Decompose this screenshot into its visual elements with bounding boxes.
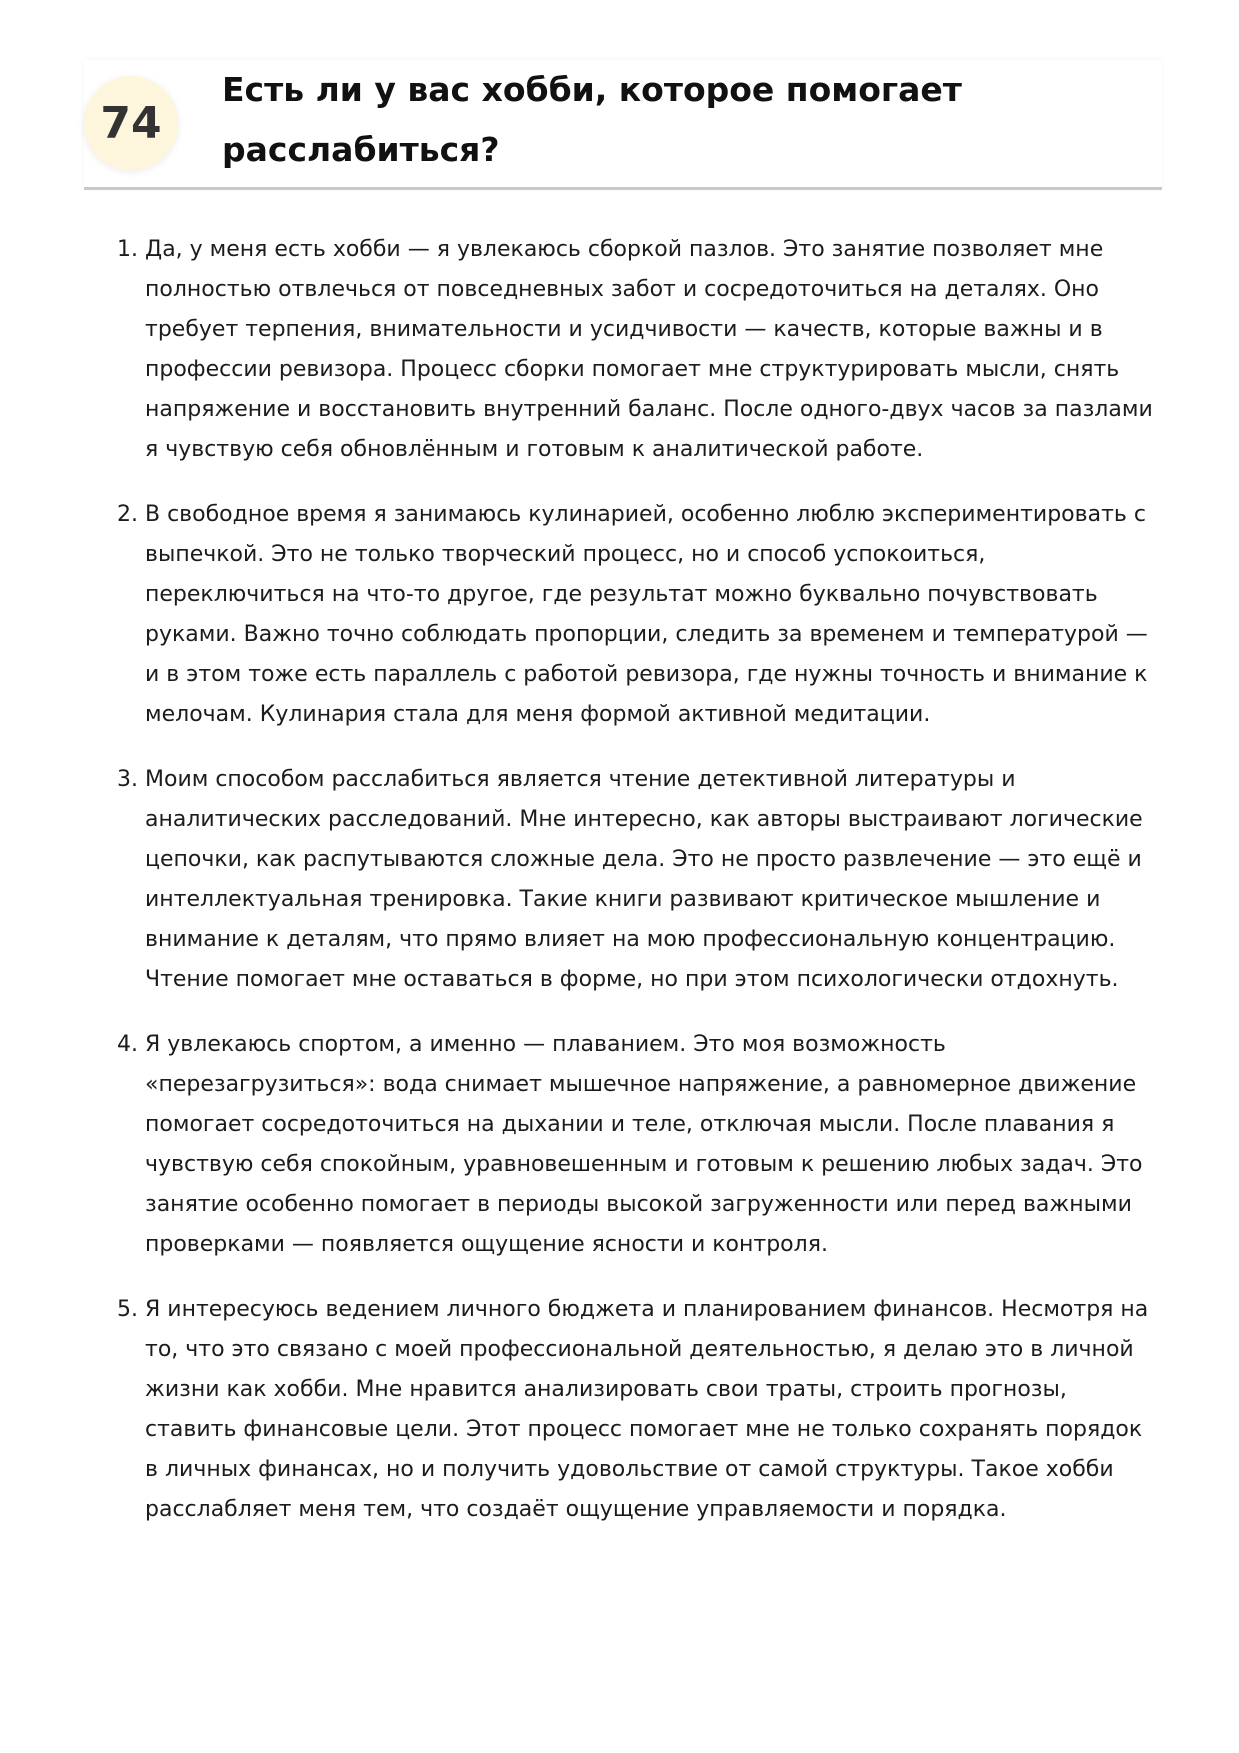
answer-text: Моим способом расслабиться является чтение детективной литературы и аналитических расследований. Мне интересно, как авторы выстраивают логические цепочки, как распутываются сложные дела. Это не просто развлечение — это ещё и интеллектуальная тренировка. Такие книги развивают критическое мышление и внимание к деталям, что прямо влияет на мою профессиональную концентрацию. Чтение помогает мне оставаться в форме, но при этом психологически отдохнуть. — [145, 767, 1143, 992]
question-header — [84, 60, 1162, 190]
answer-item — [117, 230, 1160, 470]
answer-number: 1. — [117, 237, 138, 262]
answer-text: Да, у меня есть хобби — я увлекаюсь сборкой пазлов. Это занятие позволяет мне полностью отвлечься от повседневных забот и сосредоточиться на деталях. Оно требует терпения, внимательности и усидчивости — качеств, которые важны и в профессии ревизора. Процесс сборки помогает мне структурировать мысли, снять напряжение и восстановить внутренний баланс. После одного-двух часов за пазлами я чувствую себя обновлённым и готовым к аналитической работе. — [145, 237, 1153, 462]
answer-text: В свободное время я занимаюсь кулинарией, особенно люблю экспериментировать с выпечкой. Это не только творческий процесс, но и способ успокоиться, переключиться на что-то другое, где результат можно буквально почувствовать руками. Важно точно соблюдать пропорции, следить за временем и температурой — и в этом тоже есть параллель с работой ревизора, где нужны точность и внимание к мелочам. Кулинария стала для меня формой активной медитации. — [145, 502, 1148, 727]
answer-text: Я интересуюсь ведением личного бюджета и планированием финансов. Несмотря на то, что это связано с моей профессиональной деятельностью, я делаю это в личной жизни как хобби. Мне нравится анализировать свои траты, строить прогнозы, ставить финансовые цели. Этот процесс помогает мне не только сохранять порядок в личных финансах, но и получить удовольствие от самой структуры. Такое хобби расслабляет меня тем, что создаёт ощущение управляемости и порядка. — [145, 1297, 1149, 1522]
question-number: 74 — [100, 97, 162, 149]
answer-number: 4. — [117, 1032, 138, 1057]
answer-item — [117, 760, 1160, 1000]
question-number-badge — [84, 76, 178, 170]
answer-number: 5. — [117, 1297, 138, 1322]
answer-item — [117, 495, 1160, 735]
answer-number: 2. — [117, 502, 138, 527]
answer-item — [117, 1025, 1160, 1265]
answer-text: Я увлекаюсь спортом, а именно — плаванием. Это моя возможность «перезагрузиться»: вода снимает мышечное напряжение, а равномерное движение помогает сосредоточиться на дыхании и теле, отключая мысли. После плавания я чувствую себя спокойным, уравновешенным и готовым к решению любых задач. Это занятие особенно помогает в периоды высокой загруженности или перед важными проверками — появляется ощущение ясности и контроля. — [145, 1032, 1143, 1257]
question-title: Есть ли у вас хобби, которое помогает расслабиться? — [222, 70, 962, 169]
answer-number: 3. — [117, 767, 138, 792]
answer-item — [117, 1290, 1160, 1530]
answers-list — [117, 230, 1160, 1555]
